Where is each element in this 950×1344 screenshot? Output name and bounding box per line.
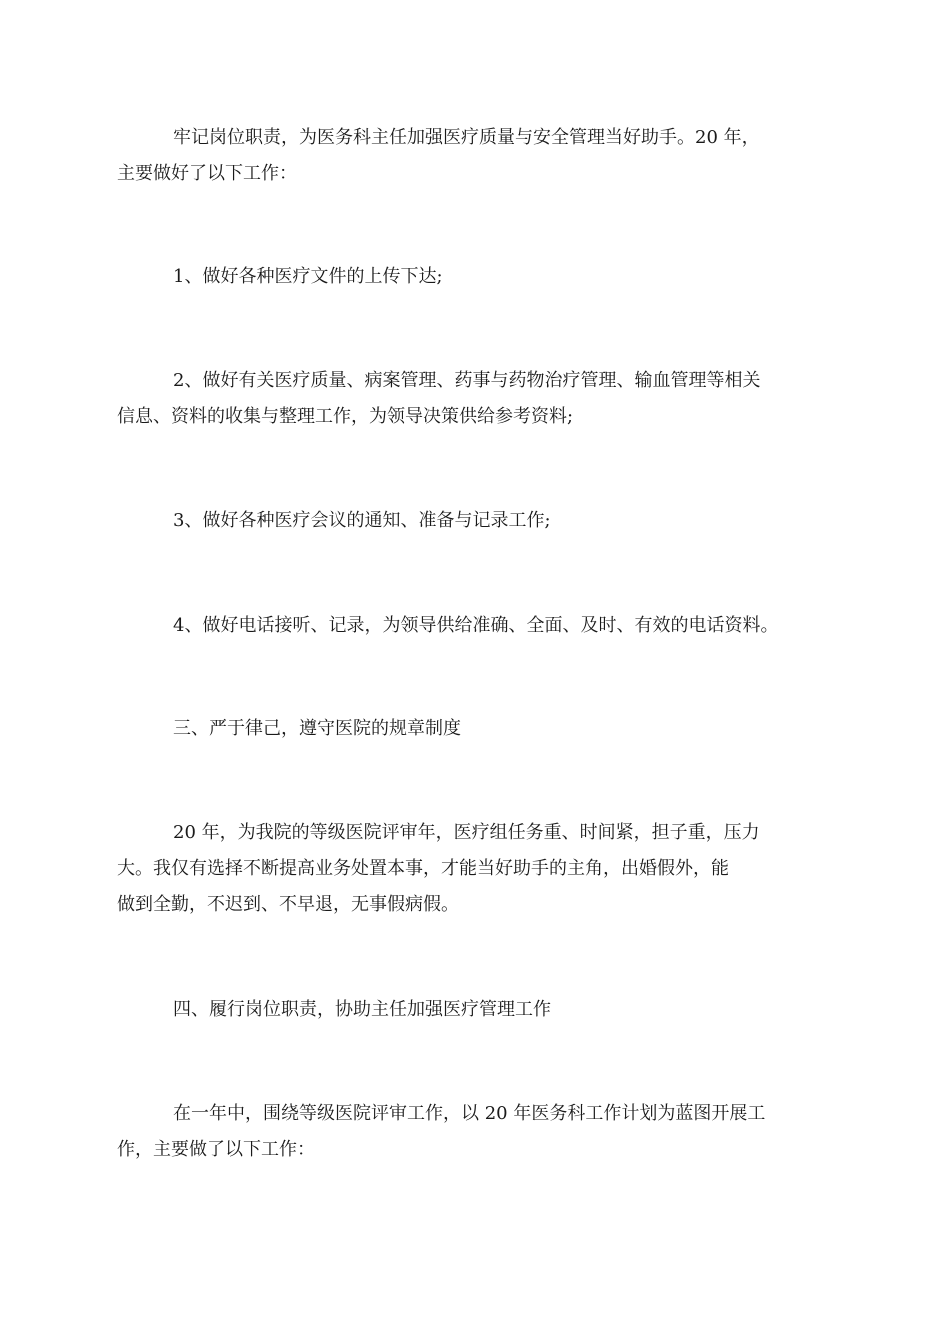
- paragraph-duties-intro: [117, 120, 805, 192]
- text-line: 1、做好各种医疗文件的上传下达;: [173, 266, 443, 287]
- text-line: 牢记岗位职责，为医务科主任加强医疗质量与安全管理当好助手。20 年，: [173, 127, 760, 148]
- text-line: 20 年，为我院的等级医院评审年，医疗组任务重、时间紧，担子重，压力: [173, 822, 760, 843]
- text-line: 作，主要做了以下工作：: [117, 1139, 315, 1160]
- text-line: 三、严于律己，遵守医院的规章制度: [173, 718, 461, 739]
- text-line: 大。我仅有选择不断提高业务处置本事，才能当好助手的主角，出婚假外，能: [117, 858, 729, 879]
- text-line: 信息、资料的收集与整理工作，为领导决策供给参考资料;: [117, 406, 574, 427]
- text-line: 4、做好电话接听、记录，为领导供给准确、全面、及时、有效的电话资料。: [173, 615, 779, 636]
- text-line: 四、履行岗位职责，协助主任加强医疗管理工作: [173, 999, 551, 1020]
- paragraph-item-1: [145, 259, 805, 295]
- paragraph-item-2: [117, 363, 805, 435]
- text-line: 3、做好各种医疗会议的通知、准备与记录工作;: [173, 510, 551, 531]
- text-line: 在一年中，围绕等级医院评审工作，以 20 年医务科工作计划为蓝图开展工: [173, 1103, 766, 1124]
- paragraph-item-3: [145, 503, 805, 539]
- paragraph-item-4: [145, 608, 805, 644]
- text-line: 做到全勤，不迟到、不早退，无事假病假。: [117, 894, 459, 915]
- text-line: 主要做好了以下工作：: [117, 163, 297, 184]
- paragraph-self-discipline: [117, 815, 805, 923]
- text-line: 2、做好有关医疗质量、病案管理、药事与药物治疗管理、输血管理等相关: [173, 370, 761, 391]
- section-heading-3: [145, 711, 805, 747]
- section-heading-4: [145, 992, 805, 1028]
- paragraph-work-plan: [117, 1096, 805, 1168]
